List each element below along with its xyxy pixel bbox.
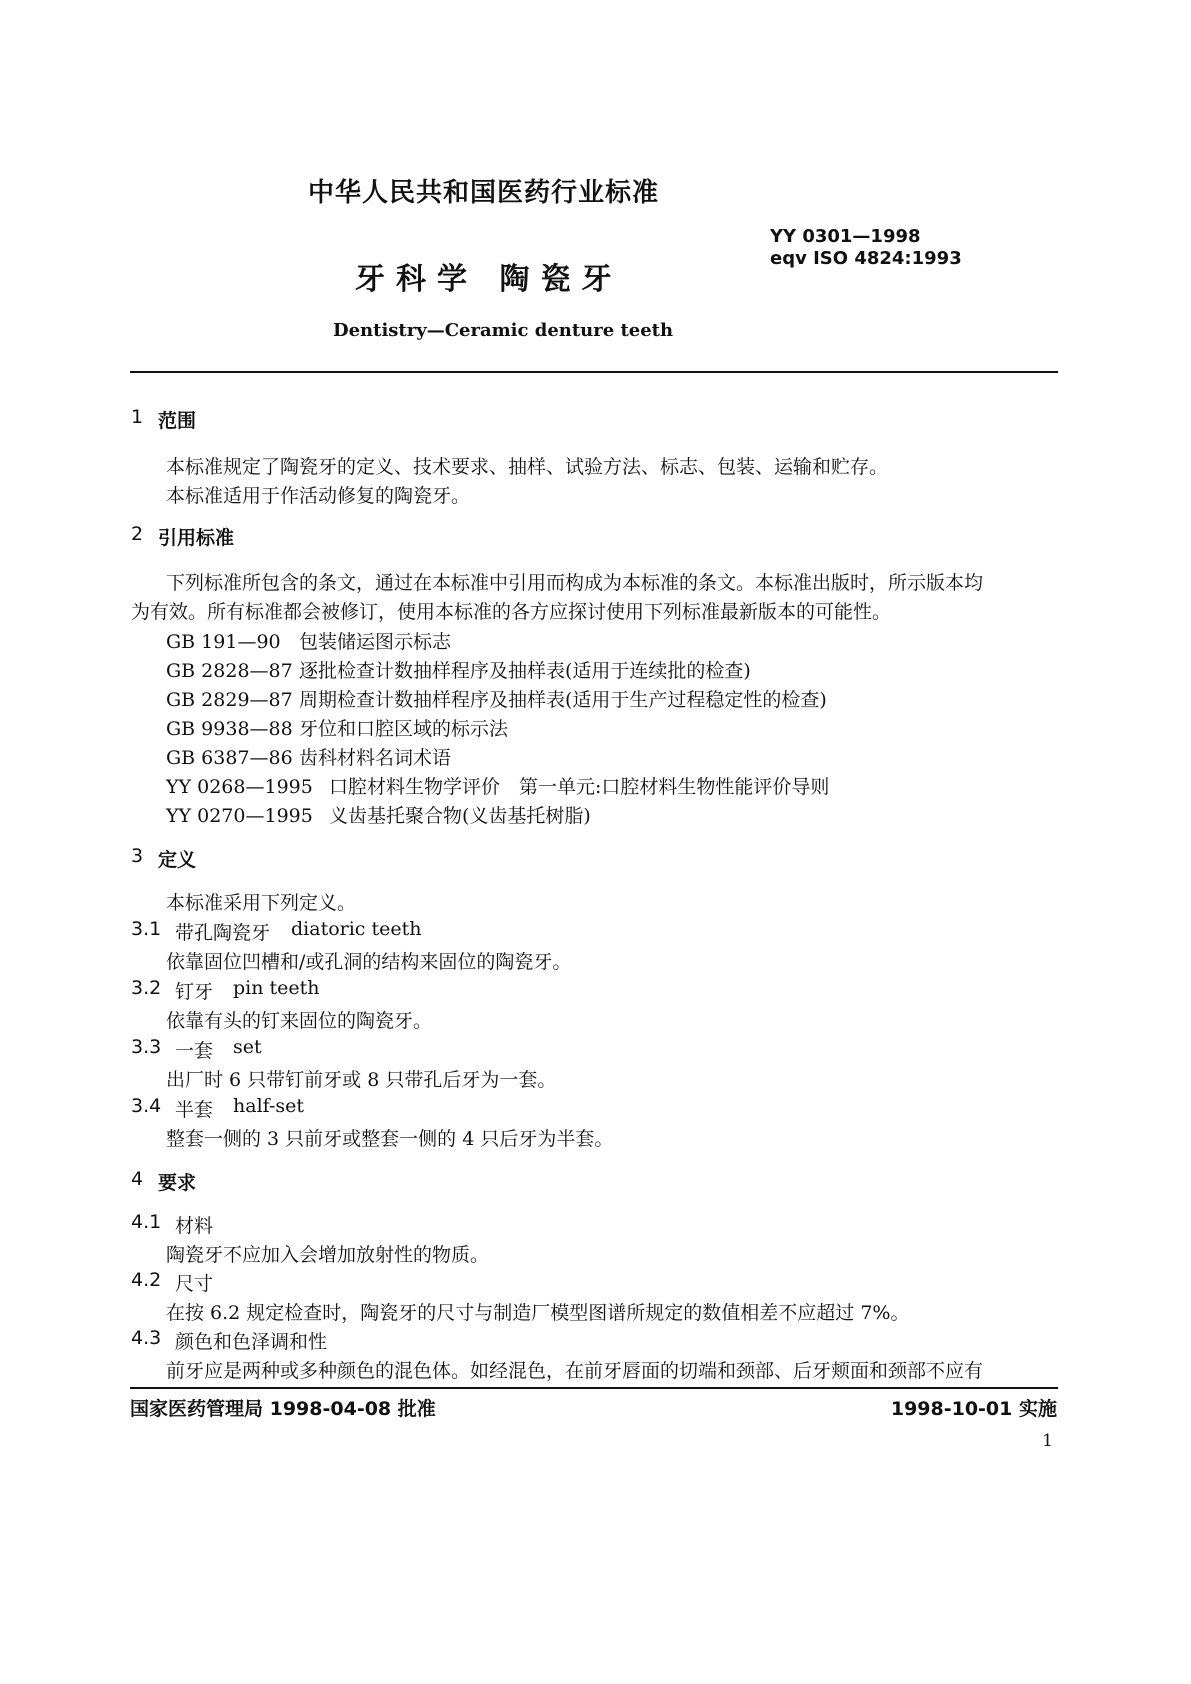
reference-code: GB 191—90: [166, 631, 281, 653]
definition-text: 出厂时 6 只带钉前牙或 8 只带孔后牙为一套。: [166, 1069, 557, 1091]
header-divider: [130, 371, 1058, 373]
subsection-text: 前牙应是两种或多种颜色的混色体。如经混色，在前牙唇面的切端和颈部、后牙颊面和颈部不应有: [166, 1360, 984, 1382]
reference-title: 包装储运图示标志: [299, 631, 452, 653]
reference-item: [166, 743, 451, 770]
definition-term-en: half-set: [233, 1095, 305, 1117]
definition-term: 钉牙: [175, 981, 214, 1003]
subsection-number: 4.1: [131, 1211, 162, 1233]
subsection-text: 在按 6.2 规定检查时，陶瓷牙的尺寸与制造厂模型图谱所规定的数值相差不应超过 7%。: [166, 1302, 910, 1324]
reference-item: [166, 656, 751, 683]
reference-title: 齿科材料名词术语: [299, 747, 452, 769]
section-3-intro: 本标准采用下列定义。: [166, 892, 357, 914]
section-2-para-line-2: 为有效。所有标准都会被修订，使用本标准的各方应探讨使用下列标准最新版本的可能性。: [131, 601, 892, 623]
section-1-title: 范围: [158, 410, 197, 432]
section-1-number: 1: [131, 406, 144, 428]
issuer-line: 中华人民共和国医药行业标准: [308, 178, 660, 208]
definition-term: 半套: [175, 1099, 214, 1121]
definition-number: 3.3: [131, 1036, 162, 1058]
reference-item: [166, 772, 829, 799]
standard-number: YY 0301—1998: [770, 226, 921, 247]
reference-code: YY 0268—1995: [166, 776, 313, 798]
section-4-number: 4: [131, 1168, 144, 1190]
subsection-number: 4.3: [131, 1327, 162, 1349]
reference-code: GB 2829—87: [166, 689, 293, 711]
definition-number: 3.1: [131, 918, 162, 940]
reference-item: [166, 714, 508, 741]
subsection-title: 颜色和色泽调和性: [175, 1331, 328, 1353]
section-2-para-line-1: 下列标准所包含的条文，通过在本标准中引用而构成为本标准的条文。本标准出版时，所示版本均: [166, 572, 984, 594]
section-1-para-2: 本标准适用于作活动修复的陶瓷牙。: [166, 485, 471, 507]
subsection-text: 陶瓷牙不应加入会增加放射性的物质。: [166, 1244, 490, 1266]
reference-title: 口腔材料生物学评价 第一单元:口腔材料生物性能评价导则: [329, 776, 830, 798]
english-title: Dentistry—Ceramic denture teeth: [333, 320, 674, 341]
implementation-date: 1998-10-01 实施: [890, 1398, 1057, 1420]
definition-term: 一套: [175, 1040, 214, 1062]
definition-number: 3.2: [131, 977, 162, 999]
reference-item: [166, 801, 591, 828]
equivalence-note: eqv ISO 4824:1993: [770, 248, 962, 269]
reference-code: GB 2828—87: [166, 660, 293, 682]
page-title: 牙科学 陶瓷牙: [355, 262, 623, 297]
footer-divider: [130, 1387, 1058, 1389]
section-3-number: 3: [131, 845, 144, 867]
definition-term-en: set: [233, 1036, 262, 1058]
section-2-title: 引用标准: [158, 527, 235, 549]
section-4-title: 要求: [158, 1172, 197, 1194]
reference-item: [166, 685, 827, 712]
definition-term: 带孔陶瓷牙: [175, 922, 271, 944]
reference-code: GB 9938—88: [166, 718, 293, 740]
section-3-title: 定义: [158, 849, 197, 871]
reference-title: 牙位和口腔区域的标示法: [299, 718, 509, 740]
subsection-title: 尺寸: [175, 1273, 214, 1295]
definition-term-en: pin teeth: [233, 977, 320, 999]
definition-text: 整套一侧的 3 只前牙或整套一侧的 4 只后牙为半套。: [166, 1128, 614, 1150]
definition-number: 3.4: [131, 1095, 162, 1117]
reference-code: GB 6387—86: [166, 747, 293, 769]
definition-text: 依靠有头的钉来固位的陶瓷牙。: [166, 1010, 433, 1032]
approval-line: 国家医药管理局 1998-04-08 批准: [130, 1398, 436, 1420]
reference-title: 逐批检查计数抽样程序及抽样表(适用于连续批的检查): [299, 660, 751, 682]
reference-title: 周期检查计数抽样程序及抽样表(适用于生产过程稳定性的检查): [299, 689, 827, 711]
definition-term-en: diatoric teeth: [291, 918, 422, 940]
subsection-number: 4.2: [131, 1269, 162, 1291]
reference-title: 义齿基托聚合物(义齿基托树脂): [329, 805, 591, 827]
reference-item: [166, 627, 451, 654]
section-2-number: 2: [131, 523, 144, 545]
subsection-title: 材料: [175, 1215, 214, 1237]
definition-text: 依靠固位凹槽和/或孔洞的结构来固位的陶瓷牙。: [166, 951, 572, 973]
reference-code: YY 0270—1995: [166, 805, 313, 827]
section-1-para-1: 本标准规定了陶瓷牙的定义、技术要求、抽样、试验方法、标志、包装、运输和贮存。: [166, 456, 889, 478]
page-number: 1: [1042, 1431, 1053, 1451]
